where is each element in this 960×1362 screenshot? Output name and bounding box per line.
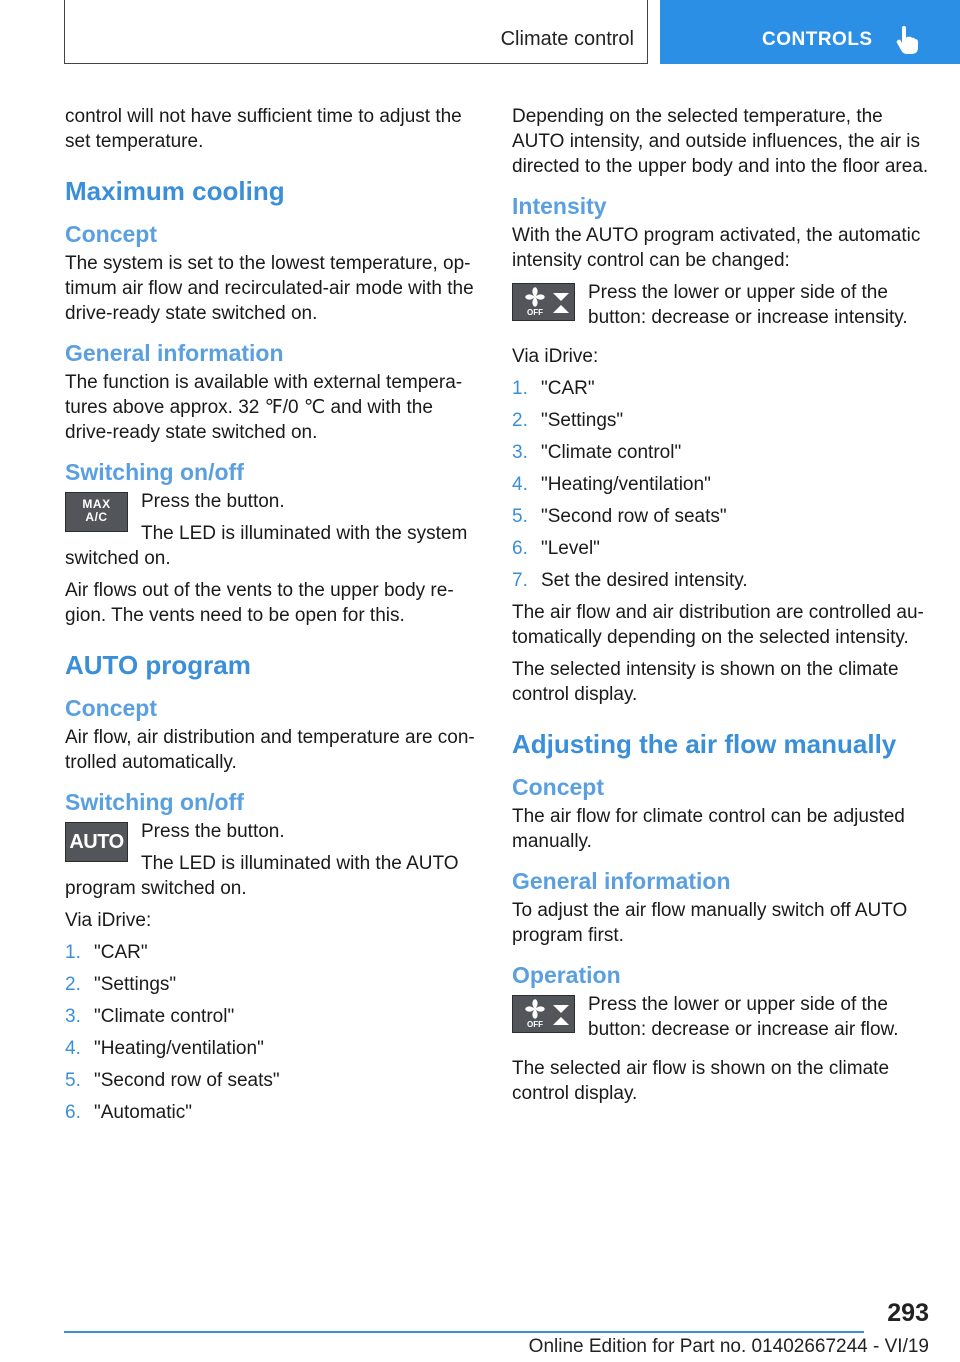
list-item: 3. "Climate control" xyxy=(65,1006,235,1027)
max-ac-button-line2: A/C xyxy=(85,510,108,524)
airflow-shown-text: The selected air flow is shown on the climate control display. xyxy=(512,1058,890,1104)
header-chapter-title: CONTROLS xyxy=(762,29,873,50)
list-item: 1. "CAR" xyxy=(512,378,595,399)
adjust-concept-text: The air flow for climate control can be adjusted manually. xyxy=(512,806,905,852)
header-section-title: Climate control xyxy=(500,28,634,50)
edition-text: Online Edition for Part no. 01402667244 - VI/19 xyxy=(528,1336,929,1357)
operation-heading: Operation xyxy=(512,962,621,988)
max-ac-led-text: The LED is illuminated with the system switched on. xyxy=(65,523,468,569)
operation-press-text: Press the lower or upper side of the button: decrease or increase air flow. xyxy=(588,994,899,1040)
fan-button-icon xyxy=(512,995,575,1033)
auto-program-heading: AUTO program xyxy=(65,650,251,680)
left-via-idrive: Via iDrive: xyxy=(65,910,152,931)
airflow-vents-text: Air flows out of the vents to the upper body re‐gion. The vents need to be open for this. xyxy=(65,580,454,626)
right-via-idrive: Via iDrive: xyxy=(512,346,599,367)
left-idrive-steps xyxy=(65,940,480,1125)
adjust-airflow-heading: Adjusting the air flow manually xyxy=(512,729,897,759)
list-item: 4. "Heating/ventilation" xyxy=(65,1038,264,1059)
intensity-heading: Intensity xyxy=(512,193,607,219)
fan-off-label: OFF xyxy=(527,308,543,317)
list-item: 7. Set the desired intensity. xyxy=(512,570,748,591)
max-cooling-switch-heading: Switching on/off xyxy=(65,459,244,485)
right-idrive-steps xyxy=(512,376,932,593)
fan-button-icon xyxy=(512,283,575,321)
adjust-concept-heading: Concept xyxy=(512,774,604,800)
list-item: 5. "Second row of seats" xyxy=(512,506,727,527)
intensity-instruction xyxy=(512,280,932,337)
pointing-hand-icon xyxy=(894,26,920,56)
max-cooling-general-text: The function is available with external tempera‐tures above approx. 32 ℉/0 ℃ and with the drive-ready state switched on. xyxy=(65,372,463,443)
list-item: 2. "Settings" xyxy=(65,974,177,995)
right-column xyxy=(512,104,932,1113)
auto-button-icon: AUTO xyxy=(65,822,128,862)
adjust-general-heading: General information xyxy=(512,868,731,894)
list-item: 3. "Climate control" xyxy=(512,442,682,463)
adjust-general-text: To adjust the air flow manually switch off AUTO program first. xyxy=(512,900,908,946)
auto-switch-heading: Switching on/off xyxy=(65,789,244,815)
auto-press-text: Press the button. xyxy=(141,821,285,842)
max-ac-button-icon xyxy=(65,492,128,532)
intensity-press-text: Press the lower or upper side of the button: decrease or increase intensity. xyxy=(588,282,908,328)
auto-led-text: The LED is illuminated with the AUTO program switched on. xyxy=(65,853,459,899)
auto-concept-text: Air flow, air distribution and temperature are con‐trolled automatically. xyxy=(65,727,475,773)
auto-instruction xyxy=(65,819,480,901)
intensity-shown-text: The selected intensity is shown on the climate control display. xyxy=(512,659,899,705)
max-cooling-concept-heading: Concept xyxy=(65,221,157,247)
max-ac-button-line1: MAX xyxy=(82,497,111,511)
max-cooling-concept-text: The system is set to the lowest temperature, op‐timum air flow and recirculated-air mode with the drive-ready state switched on. xyxy=(65,253,474,324)
page-number: 293 xyxy=(887,1299,929,1327)
fan-icon xyxy=(513,284,574,320)
fan-icon xyxy=(513,996,574,1032)
right-intro-text: Depending on the selected temperature, the AUTO intensity, and outside influences, the air is directed to the upper body and into the floor area. xyxy=(512,106,929,177)
operation-instruction xyxy=(512,992,932,1049)
header-chapter-tab xyxy=(660,0,960,64)
header-section-box xyxy=(64,0,648,64)
left-intro-text: control will not have sufficient time to adjust the set temperature. xyxy=(65,106,462,152)
max-cooling-general-heading: General information xyxy=(65,340,284,366)
max-ac-instruction xyxy=(65,489,480,571)
list-item: 6. "Automatic" xyxy=(65,1102,192,1123)
intensity-controlled-text: The air flow and air distribution are controlled au‐tomatically depending on the selected intensity. xyxy=(512,602,924,648)
fan-off-label: OFF xyxy=(527,1020,543,1029)
auto-concept-heading: Concept xyxy=(65,695,157,721)
footer-divider xyxy=(64,1331,864,1333)
list-item: 5. "Second row of seats" xyxy=(65,1070,280,1091)
list-item: 6. "Level" xyxy=(512,538,600,559)
list-item: 2. "Settings" xyxy=(512,410,624,431)
max-cooling-heading: Maximum cooling xyxy=(65,176,285,206)
intensity-text: With the AUTO program activated, the automatic intensity control can be changed: xyxy=(512,225,921,271)
left-column xyxy=(65,104,480,1132)
max-ac-press-text: Press the button. xyxy=(141,491,285,512)
list-item: 1. "CAR" xyxy=(65,942,148,963)
list-item: 4. "Heating/ventilation" xyxy=(512,474,711,495)
